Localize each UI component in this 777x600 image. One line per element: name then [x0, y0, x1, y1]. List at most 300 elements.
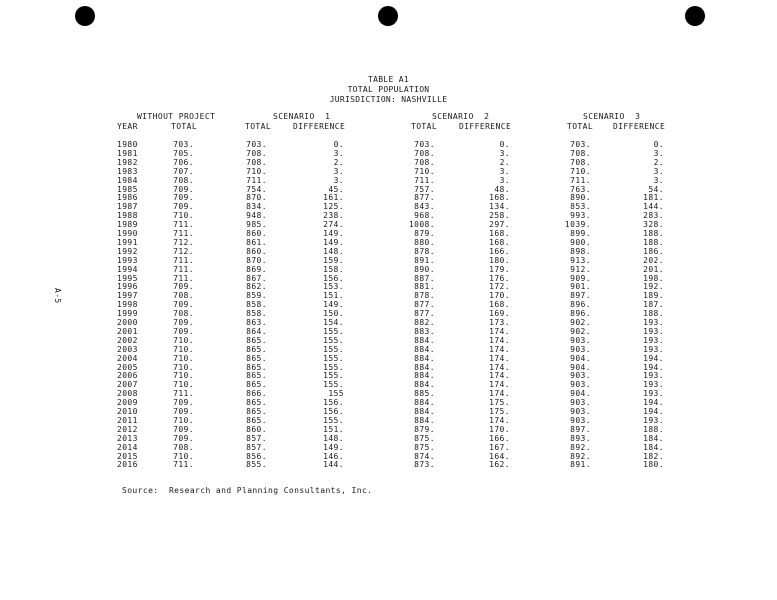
s3-difference-cell: 188. — [643, 424, 664, 434]
col-header-s2-difference: DIFFERENCE — [459, 122, 512, 131]
year-cell: 1990 — [117, 229, 138, 238]
s3-total-cell: 903. — [570, 335, 591, 345]
s1-total-cell: 861. — [246, 237, 267, 247]
s2-total-cell: 968. — [414, 211, 435, 221]
s1-total-cell: 858. — [246, 300, 267, 310]
table-row — [0, 371, 777, 380]
s3-total-cell: 1039. — [564, 220, 591, 230]
s2-difference-cell: 174. — [489, 371, 510, 381]
s1-total-cell: 948. — [246, 211, 267, 221]
s3-difference-cell: 283. — [643, 211, 664, 221]
s1-difference-cell: 156. — [323, 407, 344, 416]
s1-difference-cell: 151. — [323, 291, 344, 301]
s2-total-cell: 877. — [414, 300, 435, 310]
base-total-cell: 709. — [173, 398, 194, 408]
base-total-cell: 709. — [173, 202, 194, 212]
s2-difference-cell: 180. — [489, 255, 510, 265]
s1-total-cell: 857. — [246, 442, 267, 452]
s2-difference-cell: 174. — [489, 362, 510, 372]
s1-difference-cell: 2. — [333, 157, 344, 167]
s2-total-cell: 874. — [414, 451, 435, 461]
year-cell: 2003 — [117, 344, 138, 354]
base-total-cell: 709. — [173, 407, 194, 416]
s2-total-cell: 1008. — [408, 220, 435, 230]
s2-difference-cell: 174. — [489, 335, 510, 345]
s2-total-cell: 711. — [414, 175, 435, 185]
year-cell: 1994 — [117, 264, 138, 274]
table-row — [0, 247, 777, 256]
s2-total-cell: 884. — [414, 371, 435, 381]
s3-total-cell: 901. — [570, 282, 591, 292]
s3-total-cell: 708. — [570, 157, 591, 167]
s3-difference-cell: 193. — [643, 318, 664, 327]
punch-hole-right — [685, 6, 705, 26]
s3-total-cell: 903. — [570, 415, 591, 425]
s1-total-cell: 860. — [246, 229, 267, 238]
s2-difference-cell: 175. — [489, 398, 510, 408]
s1-total-cell: 834. — [246, 202, 267, 212]
punch-hole-left — [75, 6, 95, 26]
table-row — [0, 193, 777, 202]
s2-total-cell: 884. — [414, 344, 435, 354]
base-total-cell: 709. — [173, 282, 194, 292]
s2-difference-cell: 258. — [489, 211, 510, 221]
source-note: Source: Research and Planning Consultants, Inc. — [122, 486, 373, 495]
s2-total-cell: 843. — [414, 202, 435, 212]
s1-total-cell: 865. — [246, 398, 267, 408]
s1-difference-cell: 155. — [323, 335, 344, 345]
s3-total-cell: 890. — [570, 193, 591, 203]
table-row — [0, 167, 777, 176]
s3-difference-cell: 3. — [653, 148, 664, 158]
s3-difference-cell: 193. — [643, 335, 664, 345]
s2-difference-cell: 48. — [494, 184, 510, 194]
s2-total-cell: 875. — [414, 433, 435, 443]
s3-total-cell: 892. — [570, 442, 591, 452]
s3-total-cell: 904. — [570, 389, 591, 399]
s3-difference-cell: 186. — [643, 246, 664, 256]
base-total-cell: 710. — [173, 451, 194, 461]
s2-total-cell: 710. — [414, 166, 435, 176]
s3-total-cell: 711. — [570, 175, 591, 185]
s2-total-cell: 757. — [414, 184, 435, 194]
year-cell: 1984 — [117, 175, 138, 185]
base-total-cell: 711. — [173, 460, 194, 470]
s3-difference-cell: 182. — [643, 451, 664, 461]
table-row — [0, 220, 777, 229]
s2-difference-cell: 174. — [489, 415, 510, 425]
s2-difference-cell: 167. — [489, 442, 510, 452]
year-cell: 2015 — [117, 451, 138, 461]
s2-total-cell: 878. — [414, 291, 435, 301]
year-cell: 1991 — [117, 237, 138, 247]
table-row — [0, 291, 777, 300]
s3-total-cell: 900. — [570, 237, 591, 247]
s1-difference-cell: 146. — [323, 451, 344, 461]
base-total-cell: 710. — [173, 335, 194, 345]
s3-difference-cell: 194. — [643, 362, 664, 372]
s1-total-cell: 708. — [246, 148, 267, 158]
base-total-cell: 709. — [173, 193, 194, 203]
s3-total-cell: 903. — [570, 380, 591, 390]
year-cell: 1986 — [117, 193, 138, 203]
s1-total-cell: 865. — [246, 407, 267, 416]
year-cell: 2014 — [117, 442, 138, 452]
s1-total-cell: 862. — [246, 282, 267, 292]
s1-total-cell: 710. — [246, 166, 267, 176]
s1-difference-cell: 148. — [323, 433, 344, 443]
s3-difference-cell: 3. — [653, 166, 664, 176]
s2-total-cell: 890. — [414, 264, 435, 274]
s3-total-cell: 853. — [570, 202, 591, 212]
s1-difference-cell: 154. — [323, 318, 344, 327]
base-total-cell: 710. — [173, 344, 194, 354]
s2-total-cell: 879. — [414, 424, 435, 434]
s1-total-cell: 870. — [246, 193, 267, 203]
base-total-cell: 711. — [173, 389, 194, 399]
base-total-cell: 709. — [173, 433, 194, 443]
s3-difference-cell: 193. — [643, 415, 664, 425]
s3-difference-cell: 193. — [643, 380, 664, 390]
s3-difference-cell: 187. — [643, 300, 664, 310]
year-cell: 2016 — [117, 460, 138, 470]
col-header-s3-difference: DIFFERENCE — [613, 122, 666, 131]
s3-difference-cell: 202. — [643, 255, 664, 265]
s1-total-cell: 864. — [246, 326, 267, 336]
year-cell: 1997 — [117, 291, 138, 301]
s1-difference-cell: 155. — [323, 353, 344, 363]
base-total-cell: 706. — [173, 157, 194, 167]
group-header-scenario-1: SCENARIO 1 — [273, 112, 331, 121]
s2-total-cell: 875. — [414, 442, 435, 452]
s1-difference-cell: 274. — [323, 220, 344, 230]
table-row — [0, 176, 777, 185]
s1-difference-cell: 151. — [323, 424, 344, 434]
s3-total-cell: 993. — [570, 211, 591, 221]
s2-total-cell: 884. — [414, 353, 435, 363]
s1-difference-cell: 150. — [323, 309, 344, 319]
s2-difference-cell: 164. — [489, 451, 510, 461]
year-cell: 2007 — [117, 380, 138, 390]
year-cell: 2004 — [117, 353, 138, 363]
s3-total-cell: 892. — [570, 451, 591, 461]
s3-difference-cell: 194. — [643, 407, 664, 416]
s2-difference-cell: 166. — [489, 246, 510, 256]
table-row — [0, 229, 777, 238]
year-cell: 2005 — [117, 362, 138, 372]
s3-difference-cell: 194. — [643, 353, 664, 363]
s3-difference-cell: 198. — [643, 273, 664, 283]
base-total-cell: 708. — [173, 291, 194, 301]
year-cell: 1983 — [117, 166, 138, 176]
punch-hole-center — [378, 6, 398, 26]
s3-total-cell: 898. — [570, 246, 591, 256]
base-total-cell: 711. — [173, 264, 194, 274]
base-total-cell: 708. — [173, 175, 194, 185]
s2-difference-cell: 179. — [489, 264, 510, 274]
s2-difference-cell: 175. — [489, 407, 510, 416]
table-row — [0, 238, 777, 247]
year-cell: 2013 — [117, 433, 138, 443]
s2-total-cell: 885. — [414, 389, 435, 399]
s1-total-cell: 865. — [246, 380, 267, 390]
s3-total-cell: 902. — [570, 326, 591, 336]
s1-total-cell: 855. — [246, 460, 267, 470]
s3-total-cell: 903. — [570, 398, 591, 408]
s2-total-cell: 708. — [414, 157, 435, 167]
s2-difference-cell: 174. — [489, 353, 510, 363]
s3-difference-cell: 2. — [653, 157, 664, 167]
table-row — [0, 158, 777, 167]
table-row — [0, 398, 777, 407]
s2-total-cell: 708. — [414, 148, 435, 158]
s3-difference-cell: 180. — [643, 460, 664, 470]
s1-difference-cell: 155 — [328, 389, 344, 399]
s1-difference-cell: 155. — [323, 326, 344, 336]
s3-total-cell: 710. — [570, 166, 591, 176]
s1-total-cell: 867. — [246, 273, 267, 283]
s3-difference-cell: 192. — [643, 282, 664, 292]
table-row — [0, 149, 777, 158]
s2-total-cell: 877. — [414, 309, 435, 319]
s2-difference-cell: 172. — [489, 282, 510, 292]
s2-difference-cell: 3. — [499, 166, 510, 176]
table-row — [0, 185, 777, 194]
s3-difference-cell: 193. — [643, 326, 664, 336]
s3-total-cell: 903. — [570, 407, 591, 416]
base-total-cell: 710. — [173, 380, 194, 390]
s2-difference-cell: 169. — [489, 309, 510, 319]
s2-difference-cell: 168. — [489, 300, 510, 310]
year-cell: 2006 — [117, 371, 138, 381]
s3-total-cell: 708. — [570, 148, 591, 158]
s2-total-cell: 873. — [414, 460, 435, 470]
s1-total-cell: 865. — [246, 362, 267, 372]
s2-total-cell: 884. — [414, 407, 435, 416]
s2-difference-cell: 170. — [489, 424, 510, 434]
year-cell: 2009 — [117, 398, 138, 408]
s3-total-cell: 896. — [570, 300, 591, 310]
table-row — [0, 345, 777, 354]
s1-total-cell: 866. — [246, 389, 267, 399]
table-row — [0, 452, 777, 461]
s2-difference-cell: 134. — [489, 202, 510, 212]
base-total-cell: 711. — [173, 273, 194, 283]
s1-difference-cell: 155. — [323, 380, 344, 390]
s1-difference-cell: 155. — [323, 344, 344, 354]
s2-difference-cell: 162. — [489, 460, 510, 470]
s2-total-cell: 703. — [414, 140, 435, 149]
table-row — [0, 407, 777, 416]
s1-total-cell: 860. — [246, 424, 267, 434]
s2-difference-cell: 2. — [499, 157, 510, 167]
s1-total-cell: 863. — [246, 318, 267, 327]
s2-difference-cell: 170. — [489, 291, 510, 301]
s1-total-cell: 865. — [246, 344, 267, 354]
year-cell: 1995 — [117, 273, 138, 283]
s1-total-cell: 869. — [246, 264, 267, 274]
s3-total-cell: 903. — [570, 344, 591, 354]
s1-total-cell: 711. — [246, 175, 267, 185]
s3-total-cell: 912. — [570, 264, 591, 274]
base-total-cell: 711. — [173, 229, 194, 238]
s3-difference-cell: 194. — [643, 398, 664, 408]
year-cell: 1999 — [117, 309, 138, 319]
s2-difference-cell: 174. — [489, 344, 510, 354]
base-total-cell: 712. — [173, 237, 194, 247]
base-total-cell: 709. — [173, 184, 194, 194]
s1-difference-cell: 159. — [323, 255, 344, 265]
s2-total-cell: 882. — [414, 318, 435, 327]
s2-total-cell: 884. — [414, 362, 435, 372]
s2-total-cell: 884. — [414, 415, 435, 425]
s3-difference-cell: 193. — [643, 371, 664, 381]
s3-difference-cell: 3. — [653, 175, 664, 185]
s3-total-cell: 893. — [570, 433, 591, 443]
s3-difference-cell: 0. — [653, 140, 664, 149]
s3-total-cell: 899. — [570, 229, 591, 238]
s3-total-cell: 904. — [570, 362, 591, 372]
s1-difference-cell: 149. — [323, 442, 344, 452]
base-total-cell: 708. — [173, 309, 194, 319]
base-total-cell: 710. — [173, 371, 194, 381]
year-cell: 1981 — [117, 148, 138, 158]
base-total-cell: 705. — [173, 148, 194, 158]
page-side-label: A-5 — [53, 288, 62, 304]
base-total-cell: 709. — [173, 300, 194, 310]
table-row — [0, 265, 777, 274]
s2-difference-cell: 176. — [489, 273, 510, 283]
base-total-cell: 710. — [173, 415, 194, 425]
s2-total-cell: 878. — [414, 246, 435, 256]
col-header-s1-difference: DIFFERENCE — [293, 122, 346, 131]
year-cell: 2008 — [117, 389, 138, 399]
s2-difference-cell: 0. — [499, 140, 510, 149]
group-header-scenario-2: SCENARIO 2 — [432, 112, 490, 121]
s2-total-cell: 879. — [414, 229, 435, 238]
col-header-s1-total: TOTAL — [245, 122, 272, 131]
year-cell: 1982 — [117, 157, 138, 167]
s1-total-cell: 860. — [246, 246, 267, 256]
s3-total-cell: 703. — [570, 140, 591, 149]
s2-difference-cell: 174. — [489, 326, 510, 336]
s1-difference-cell: 158. — [323, 264, 344, 274]
year-cell: 1985 — [117, 184, 138, 194]
table-row — [0, 425, 777, 434]
base-total-cell: 710. — [173, 353, 194, 363]
s1-total-cell: 858. — [246, 309, 267, 319]
year-cell: 1996 — [117, 282, 138, 292]
s3-difference-cell: 188. — [643, 237, 664, 247]
s3-difference-cell: 193. — [643, 389, 664, 399]
col-header-base-total: TOTAL — [171, 122, 198, 131]
group-header-scenario-3: SCENARIO 3 — [583, 112, 641, 121]
s3-difference-cell: 201. — [643, 264, 664, 274]
s2-total-cell: 880. — [414, 237, 435, 247]
year-cell: 2000 — [117, 318, 138, 327]
s1-total-cell: 708. — [246, 157, 267, 167]
base-total-cell: 711. — [173, 220, 194, 230]
base-total-cell: 710. — [173, 362, 194, 372]
s2-total-cell: 883. — [414, 326, 435, 336]
s1-difference-cell: 45. — [328, 184, 344, 194]
year-cell: 2002 — [117, 335, 138, 345]
s1-difference-cell: 125. — [323, 202, 344, 212]
s3-difference-cell: 189. — [643, 291, 664, 301]
s2-total-cell: 884. — [414, 335, 435, 345]
s1-difference-cell: 3. — [333, 166, 344, 176]
year-cell: 1989 — [117, 220, 138, 230]
s2-total-cell: 881. — [414, 282, 435, 292]
s1-difference-cell: 0. — [333, 140, 344, 149]
s1-total-cell: 985. — [246, 220, 267, 230]
table-row — [0, 434, 777, 443]
s1-difference-cell: 153. — [323, 282, 344, 292]
s1-difference-cell: 3. — [333, 148, 344, 158]
s3-difference-cell: 144. — [643, 202, 664, 212]
s2-difference-cell: 3. — [499, 175, 510, 185]
s2-total-cell: 884. — [414, 398, 435, 408]
s2-difference-cell: 168. — [489, 237, 510, 247]
s1-total-cell: 703. — [246, 140, 267, 149]
s3-total-cell: 897. — [570, 424, 591, 434]
table-row — [0, 211, 777, 220]
s2-difference-cell: 168. — [489, 229, 510, 238]
s3-total-cell: 897. — [570, 291, 591, 301]
year-cell: 2010 — [117, 407, 138, 416]
table-row — [0, 282, 777, 291]
year-cell: 1993 — [117, 255, 138, 265]
s3-total-cell: 904. — [570, 353, 591, 363]
year-cell: 2001 — [117, 326, 138, 336]
table-row — [0, 354, 777, 363]
base-total-cell: 709. — [173, 424, 194, 434]
s1-difference-cell: 149. — [323, 300, 344, 310]
s2-total-cell: 884. — [414, 380, 435, 390]
table-row — [0, 460, 777, 469]
s2-difference-cell: 174. — [489, 389, 510, 399]
s3-total-cell: 763. — [570, 184, 591, 194]
table-row — [0, 300, 777, 309]
s1-total-cell: 859. — [246, 291, 267, 301]
s3-difference-cell: 184. — [643, 442, 664, 452]
s3-difference-cell: 188. — [643, 309, 664, 319]
s3-difference-cell: 184. — [643, 433, 664, 443]
table-row — [0, 416, 777, 425]
year-cell: 1987 — [117, 202, 138, 212]
s3-difference-cell: 193. — [643, 344, 664, 354]
base-total-cell: 703. — [173, 140, 194, 149]
s3-total-cell: 903. — [570, 371, 591, 381]
table-row — [0, 202, 777, 211]
table-row — [0, 274, 777, 283]
year-cell: 1998 — [117, 300, 138, 310]
table-row — [0, 256, 777, 265]
s1-difference-cell: 3. — [333, 175, 344, 185]
s1-difference-cell: 155. — [323, 371, 344, 381]
s1-total-cell: 865. — [246, 371, 267, 381]
s1-total-cell: 865. — [246, 353, 267, 363]
base-total-cell: 709. — [173, 318, 194, 327]
s2-difference-cell: 174. — [489, 380, 510, 390]
table-row — [0, 327, 777, 336]
s1-total-cell: 754. — [246, 184, 267, 194]
base-total-cell: 708. — [173, 442, 194, 452]
s3-total-cell: 891. — [570, 460, 591, 470]
s1-total-cell: 870. — [246, 255, 267, 265]
table-row — [0, 336, 777, 345]
s2-total-cell: 877. — [414, 193, 435, 203]
